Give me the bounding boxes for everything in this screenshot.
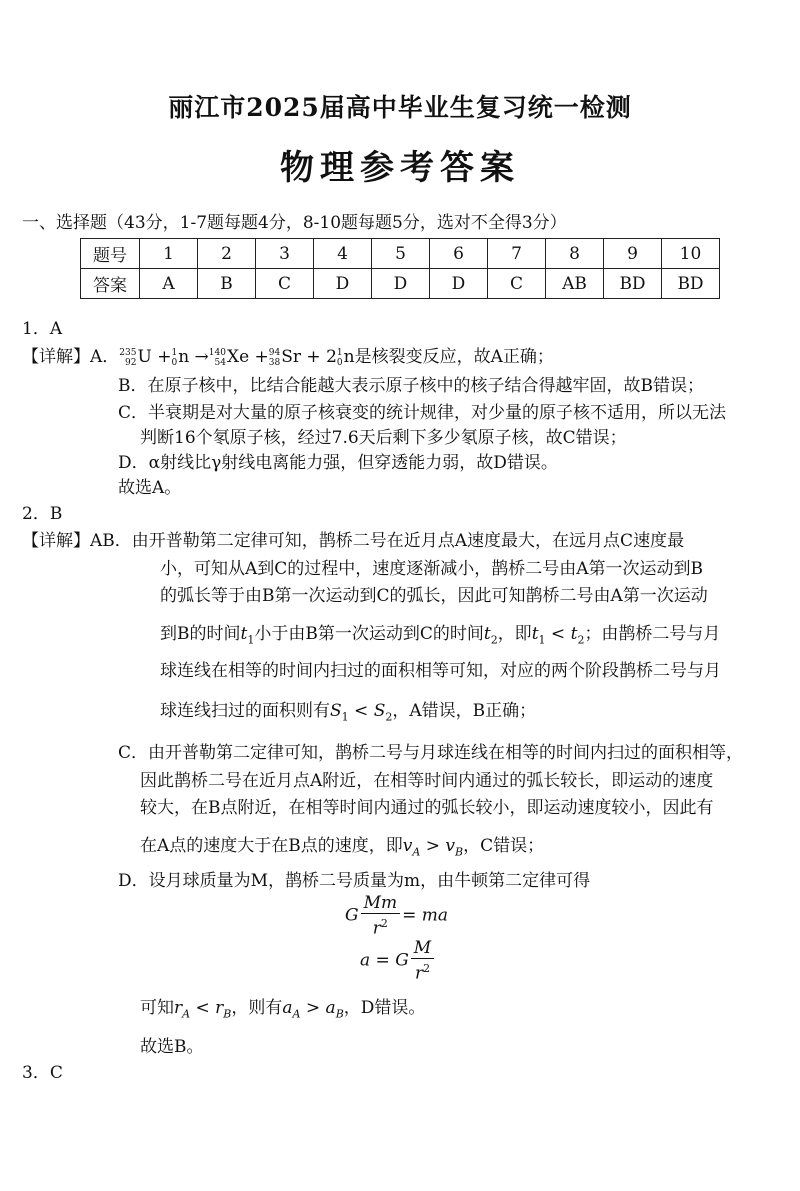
q2-d-line1: D．设月球质量为M，鹊桥二号质量为m，由牛顿第二定律可得	[118, 871, 591, 891]
answer-cell: BD	[604, 269, 662, 299]
question-number: 2	[198, 239, 256, 269]
q2-c-line2: 因此鹊桥二号在近月点A附近，在相等时间内通过的弧长较长，即运动的速度	[140, 771, 714, 791]
answer-table	[80, 238, 720, 299]
question-number: 1	[140, 239, 198, 269]
answer-cell: BD	[662, 269, 720, 299]
q2-ab-line6: 球连线扫过的面积则有$S_1 < S_2$，A错误，B正确；	[160, 701, 537, 724]
q2-c-line4: 在A点的速度大于在B点的速度，即$v_A > v_B$，C错误；	[140, 836, 545, 859]
answer-cell: C	[488, 269, 546, 299]
answer-cell: B	[198, 269, 256, 299]
answer-cell: D	[314, 269, 372, 299]
question-number: 9	[604, 239, 662, 269]
q2-d-result: 可知$r_A < r_B$，则有$a_A > a_B$，D错误。	[140, 998, 426, 1021]
q1-option-d: D．α射线比γ射线电离能力强，但穿透能力弱，故D错误。	[118, 453, 558, 473]
question-number: 10	[662, 239, 720, 269]
answer-cell: AB	[546, 269, 604, 299]
answer-cell: D	[430, 269, 488, 299]
formula-acceleration: a = G $\frac{M}{r^2}$	[360, 938, 436, 984]
section-heading: 一、选择题（43分，1-7题每题4分，8-10题每题5分，选对不全得3分）	[22, 213, 567, 233]
answer-cell: D	[372, 269, 430, 299]
q1-option-c-line1: C．半衰期是对大量的原子核衰变的统计规律，对少量的原子核不适用，所以无法	[118, 403, 727, 423]
row-label-question: 题号	[81, 239, 140, 269]
q1-conclusion: 故选A。	[118, 478, 182, 498]
detail-tag: 【详解】AB．	[22, 531, 132, 551]
formula-gravity: G $\frac{Mm}{r^2}$ = ma	[345, 893, 449, 939]
question-number: 5	[372, 239, 430, 269]
question-number: 4	[314, 239, 372, 269]
q2-ab-line2: 小，可知从A到C的过程中，速度逐渐减小，鹊桥二号由A第一次运动到B	[160, 559, 704, 579]
answer-cell: C	[256, 269, 314, 299]
answer-cell: A	[140, 269, 198, 299]
q2-c-line3: 较大，在B点附近，在相等时间内通过的弧长较小，即运动速度较小，因此有	[140, 798, 714, 818]
q2-ab-line1: 【详解】AB．由开普勒第二定律可知，鹊桥二号在近月点A速度最大，在远月点C速度最	[22, 531, 685, 551]
document-subtitle: 物理参考答案	[280, 148, 520, 188]
question-number: 6	[430, 239, 488, 269]
q3-header: 3．C	[22, 1063, 63, 1083]
question-number: 8	[546, 239, 604, 269]
q1-header: 1．A	[22, 319, 63, 339]
q2-ab-line4: 到B的时间$t_1$小于由B第一次运动到C的时间$t_2$，即$t_1 < t_2$；由鹊桥二号与月	[160, 624, 721, 647]
q2-ab-line3: 的弧长等于由B第一次运动到C的弧长，因此可知鹊桥二号由A第一次运动	[160, 586, 708, 606]
fission-equation: 235 92 U + 1 0 n → 140 54 Xe + 94 38 Sr + 2 1 0 n	[119, 347, 355, 368]
question-number: 3	[256, 239, 314, 269]
question-number: 7	[488, 239, 546, 269]
table-row	[81, 239, 720, 269]
detail-tag: 【详解】A．	[22, 347, 120, 367]
table-row	[81, 269, 720, 299]
q1-option-b: B．在原子核中，比结合能越大表示原子核中的核子结合得越牢固，故B错误；	[118, 376, 704, 396]
q1-option-a: 【详解】A． 235 92 U + 1 0 n → 140 54 Xe + 94 38 Sr + 2 1 0 n是核裂变反应，故A正确；	[22, 347, 554, 368]
document-title: 丽江市2025届高中毕业生复习统一检测	[168, 93, 632, 122]
q2-c-line1: C．由开普勒第二定律可知，鹊桥二号与月球连线在相等的时间内扫过的面积相等，	[118, 743, 744, 763]
q1-option-c-line2: 判断16个氡原子核，经过7.6天后剩下多少氡原子核，故C错误；	[140, 428, 627, 448]
q2-header: 2．B	[22, 504, 63, 524]
q2-conclusion: 故选B。	[140, 1037, 204, 1057]
q2-ab-line5: 球连线在相等的时间内扫过的面积相等可知，对应的两个阶段鹊桥二号与月	[160, 661, 721, 681]
row-label-answer: 答案	[81, 269, 140, 299]
